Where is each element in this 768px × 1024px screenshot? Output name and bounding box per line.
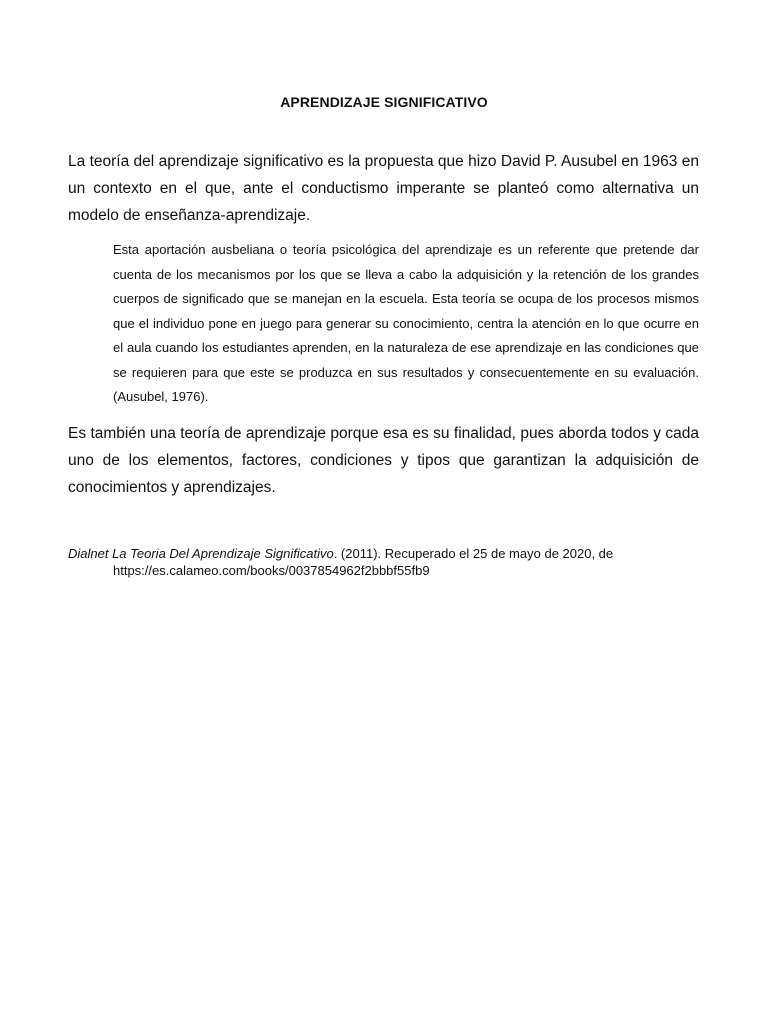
reference-entry [68,545,699,579]
block-quote: Esta aportación ausbeliana o teoría psicológica del aprendizaje es un referente que pretende dar cuenta de los mecanismos por los que se lleva a cabo la adquisición y la retención de los grandes cuerpos de significado que se manejan en la escuela. Esta teoría se ocupa de los procesos mismos que el individuo pone en juego para generar su conocimiento, centra la atención en lo que ocurre en el aula cuando los estudiantes aprenden, en la naturaleza de ese aprendizaje en las condiciones que se requieren para que este se produzca en sus resultados y consecuentemente en su evaluación. (Ausubel, 1976). [113,242,699,404]
reference-title: Dialnet La Teoria Del Aprendizaje Significativo [68,546,334,561]
paragraph-intro: La teoría del aprendizaje significativo es la propuesta que hizo David P. Ausubel en 1963 en un contexto en el que, ante el conductismo imperante se planteó como alternativa un modelo de enseñanza-aprendizaje. [68,153,699,224]
paragraph-conclusion: Es también una teoría de aprendizaje porque esa es su finalidad, pues aborda todos y cada uno de los elementos, factores, condiciones y tipos que garantizan la adquisición de conocimientos y aprendizajes. [68,425,699,496]
document-title: APRENDIZAJE SIGNIFICATIVO [280,94,488,110]
reference-details: . (2011). Recuperado el 25 de mayo de 2020, de https://es.calameo.com/books/0037854962f2bbbf55fb9 [113,546,614,578]
